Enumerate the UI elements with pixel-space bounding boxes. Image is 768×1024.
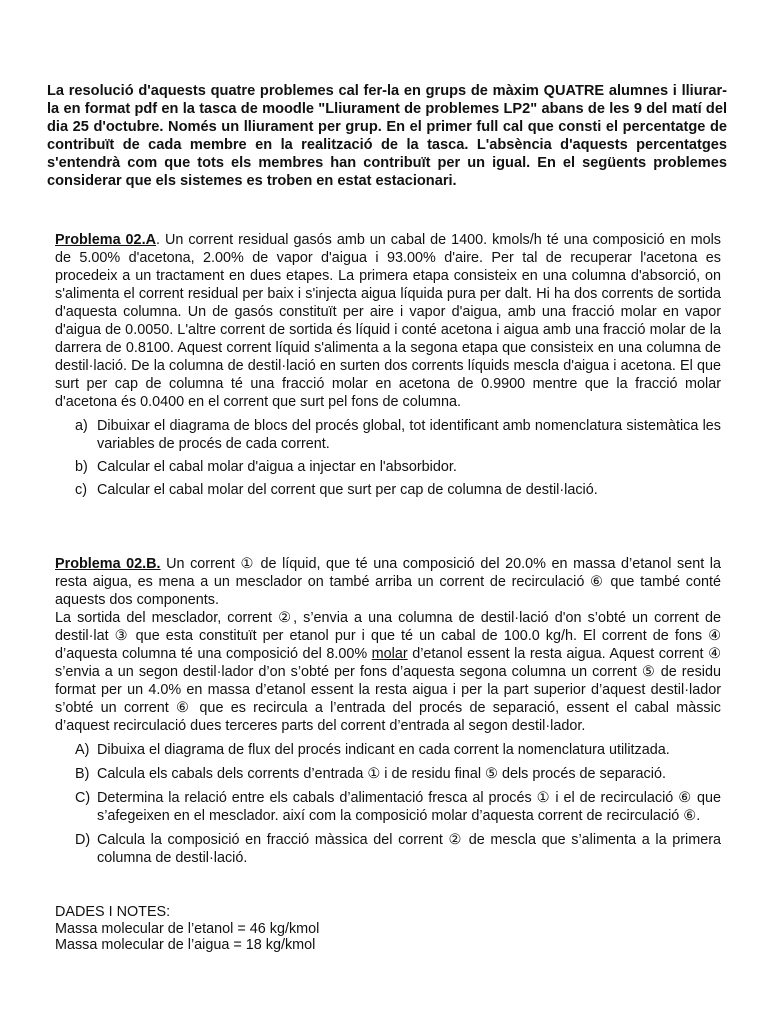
- notes-line: Massa molecular de l’aigua = 18 kg/kmol: [55, 937, 316, 953]
- question-text: Calcula els cabals dels corrents d’entrada ① i de residu final ⑤ dels procés de separació.: [97, 766, 666, 782]
- problem-statement: [55, 231, 721, 411]
- question-item: [55, 458, 721, 476]
- problem-02a: [55, 231, 721, 504]
- question-marker: c): [75, 482, 87, 498]
- question-text: Determina la relació entre els cabals d’alimentació fresca al procés ① i el de recirculació ⑥ que s’afegeixen en el mesclador. així com la composició molar d’aquesta corrent de recirculació ⑥.: [97, 790, 721, 824]
- notes-heading: DADES I NOTES:: [55, 904, 171, 920]
- instructions-line: d'aquests percentatges s'entendrà com que tots els membres han contribuït per un igual.: [47, 137, 727, 171]
- problem-text: d’etanol essent la resta aigua. Aquest corrent ④ s’envia a un segon destil·lador d’on s’obté per fons d’aquesta segona columna un corrent ⑤ de residu format per un 4.0% en massa d’etanol essent la resta aigua i per la part superior d’aquest destil·lador s’obté un corrent ⑥ que es recircula a l’entrada del procés de separació, essent el cabal màssic d’aquest recirculació dues terceres parts del corrent d’entrada al segon destil·lador.: [55, 646, 721, 734]
- problem-text: . Un corrent residual gasós amb un cabal de 1400. kmols/h té una composició en mols de 5.00% d'acetona, 2.00% de vapor d'aigua i 93.00% d'aire. Per tal de recuperar l'acetona es procedeix a un tractament en dues etapes. La primera etapa consisteix en una columna d'absorció, on s'alimenta el corrent residual per baix i s'injecta aigua líquida pura per dalt. Hi ha dos corrents de sortida d'aquesta columna. Un de gasós constituït per aire i vapor d'aigua, amb una fracció molar en vapor d'aigua de 0.0050. L'altre corrent de sortida és líquid i conté acetona i aigua amb una fracció molar de la darrera de 0.8100. Aquest corrent líquid s'alimenta a la segona etapa que consisteix en una columna de destil·lació. De la columna de destil·lació en surten dos corrents líquids mescla d'aigua i acetona. El que surt per cap de columna té una fracció molar en acetona de 0.9900 mentre que la fracció molar d'acetona és 0.0400 en el corrent que surt pel fons de columna.: [55, 232, 721, 410]
- problem-title: Problema 02.A: [55, 232, 156, 248]
- question-list: [55, 741, 721, 867]
- question-text: Dibuixa el diagrama de flux del procés indicant en cada corrent la nomenclatura utilitzada.: [97, 742, 670, 758]
- underlined-term: molar: [371, 646, 408, 662]
- question-marker: b): [75, 459, 88, 475]
- question-marker: a): [75, 418, 88, 434]
- question-item: [55, 789, 721, 825]
- question-marker: B): [75, 766, 90, 782]
- question-item: [55, 831, 721, 867]
- instructions-line: del matí del dia 25 d'octubre. Només un lliurament per grup. En el primer full cal que consti: [47, 101, 727, 135]
- question-marker: A): [75, 742, 90, 758]
- question-marker: D): [75, 832, 91, 848]
- question-item: [55, 417, 721, 453]
- instructions-line: En el següents problemes considerar que els sistemes es troben en estat estacionari.: [47, 155, 727, 189]
- question-text: Dibuixar el diagrama de blocs del procés global, tot identificant amb nomenclatura sistemàtica les variables de procés de cada corrent.: [97, 418, 721, 452]
- question-marker: C): [75, 790, 91, 806]
- instructions-line: lliurar-la en format pdf en la tasca de moodle "Lliurament de problemes LP2" abans de les 9: [47, 83, 727, 117]
- instructions-line: el percentatge de contribuït de cada membre en la realització de la tasca. L'absència: [47, 119, 727, 153]
- problem-02b: [55, 555, 721, 873]
- question-list: [55, 417, 721, 499]
- instructions-paragraph: [47, 82, 727, 190]
- question-text: Calcular el cabal molar d'aigua a injectar en l'absorbidor.: [97, 459, 457, 475]
- question-item: [55, 741, 721, 759]
- notes-line: Massa molecular de l’etanol = 46 kg/kmol: [55, 920, 320, 937]
- problem-text: La sortida del mesclador, corrent ②, s’envia a una columna de destil·lació d'on s’obté un corrent de destil·lat ③ que esta constituït per etanol pur i que té un cabal de 100.0 kg/h. El corrent de fons ④ d’aquesta columna té una composició del 8.00%: [55, 610, 721, 662]
- problem-statement: [55, 555, 721, 609]
- question-text: Calcula la composició en fracció màssica del corrent ② de mescla que s’alimenta a la primera columna de destil·lació.: [97, 832, 721, 866]
- question-item: [55, 481, 721, 499]
- question-item: [55, 765, 721, 783]
- instructions-line: La resolució d'aquests quatre problemes cal fer-la en grups de màxim QUATRE alumnes i: [47, 83, 677, 99]
- question-text: Calcular el cabal molar del corrent que surt per cap de columna de destil·lació.: [97, 482, 598, 498]
- data-notes: [55, 904, 455, 954]
- problem-title: Problema 02.B.: [55, 556, 161, 572]
- problem-text: Un corrent ① de líquid, que té una composició del 20.0% en massa d’etanol sent la resta aigua, es mena a un mesclador on també arriba un corrent de recirculació ⑥ que també conté aquests dos components.: [55, 556, 721, 608]
- problem-statement-continued: [55, 609, 721, 735]
